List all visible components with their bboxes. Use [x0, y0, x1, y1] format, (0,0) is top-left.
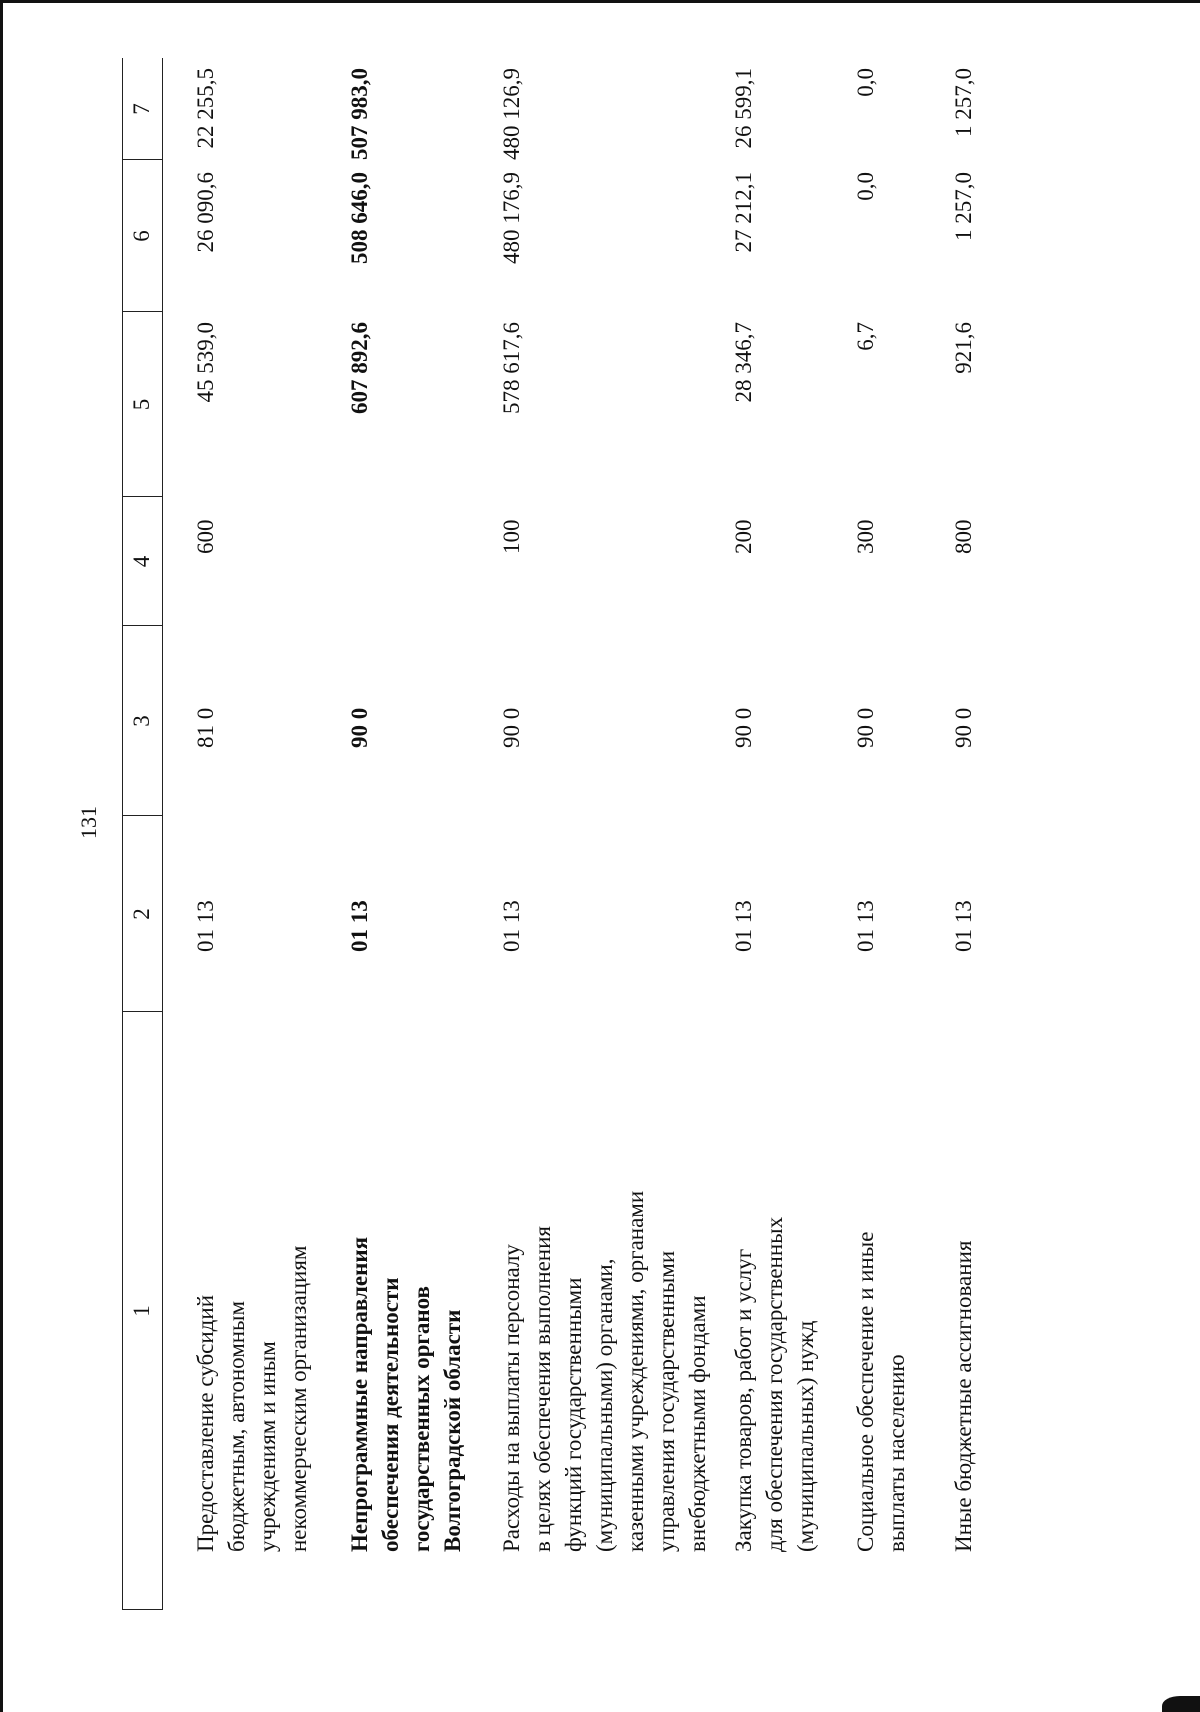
row-amount-year-1: 578 617,6: [499, 322, 524, 414]
row-section-code: 01 13: [951, 900, 976, 952]
row-amount-year-3: 507 983,0: [347, 68, 372, 160]
row-amount-year-3: 0,0: [853, 68, 878, 97]
scan-corner-mark: [1162, 1696, 1200, 1712]
row-name: Иные бюджетные ассигнования: [951, 1240, 976, 1552]
row-amount-year-3: 1 257,0: [951, 68, 976, 137]
row-amount-year-3: 480 126,9: [499, 68, 524, 160]
row-section-code: 01 13: [853, 900, 878, 952]
row-amount-year-2: 26 090,6: [193, 172, 218, 253]
row-target-code: 81 0: [193, 707, 218, 748]
page-number: 131: [76, 806, 101, 839]
row-amount-year-2: 27 212,1: [731, 172, 756, 253]
row-section-code: 01 13: [193, 900, 218, 952]
table-header-rule: [162, 58, 163, 1610]
row-target-code: 90 0: [347, 707, 372, 748]
row-amount-year-2: 0,0: [853, 172, 878, 201]
header-col-1: 1: [129, 1305, 154, 1317]
row-expense-type: 600: [193, 519, 218, 554]
row-name: Предоставление субсидий бюджетным, автономным учреждениям и иным некоммерческим организациям: [193, 1245, 311, 1552]
row-amount-year-3: 22 255,5: [193, 68, 218, 149]
header-col-6: 6: [129, 230, 154, 242]
row-amount-year-2: 480 176,9: [499, 172, 524, 264]
scan-edge-left: [0, 0, 3, 1712]
row-section-code: 01 13: [731, 900, 756, 952]
row-target-code: 90 0: [853, 707, 878, 748]
row-section-code: 01 13: [347, 900, 372, 952]
row-amount-year-2: 508 646,0: [347, 172, 372, 264]
row-expense-type: 300: [853, 519, 878, 554]
row-expense-type: 100: [499, 519, 524, 554]
header-col-5: 5: [129, 398, 154, 411]
header-col-7: 7: [129, 103, 154, 115]
row-amount-year-1: 6,7: [853, 322, 878, 351]
row-name: Расходы на выплаты персоналу в целях обеспечения выполнения функций государственными (муниципальными) органами, казенными учреждениями, органами управления государственными внебюджетными фондами: [499, 1190, 710, 1552]
row-amount-year-1: 921,6: [951, 322, 976, 374]
row-expense-type: 200: [731, 519, 756, 554]
row-target-code: 90 0: [951, 707, 976, 748]
row-name: Закупка товаров, работ и услуг для обеспечения государственных (муниципальных) нужд: [731, 1216, 818, 1552]
row-target-code: 90 0: [499, 707, 524, 748]
row-amount-year-1: 45 539,0: [193, 322, 218, 403]
row-name: Непрограммные направления обеспечения деятельности государственных органов Волгоградской области: [347, 1236, 465, 1552]
row-target-code: 90 0: [731, 707, 756, 748]
header-col-4: 4: [129, 555, 154, 568]
row-section-code: 01 13: [499, 900, 524, 952]
row-amount-year-3: 26 599,1: [731, 68, 756, 149]
row-name: Социальное обеспечение и иные выплаты населению: [853, 1231, 909, 1552]
row-amount-year-1: 607 892,6: [347, 322, 372, 414]
header-col-3: 3: [129, 715, 154, 727]
scan-edge-top: [0, 0, 1200, 3]
row-amount-year-1: 28 346,7: [731, 322, 756, 403]
row-expense-type: 800: [951, 519, 976, 554]
header-col-2: 2: [129, 908, 154, 920]
row-amount-year-2: 1 257,0: [951, 172, 976, 241]
budget-table: [122, 58, 1122, 1610]
